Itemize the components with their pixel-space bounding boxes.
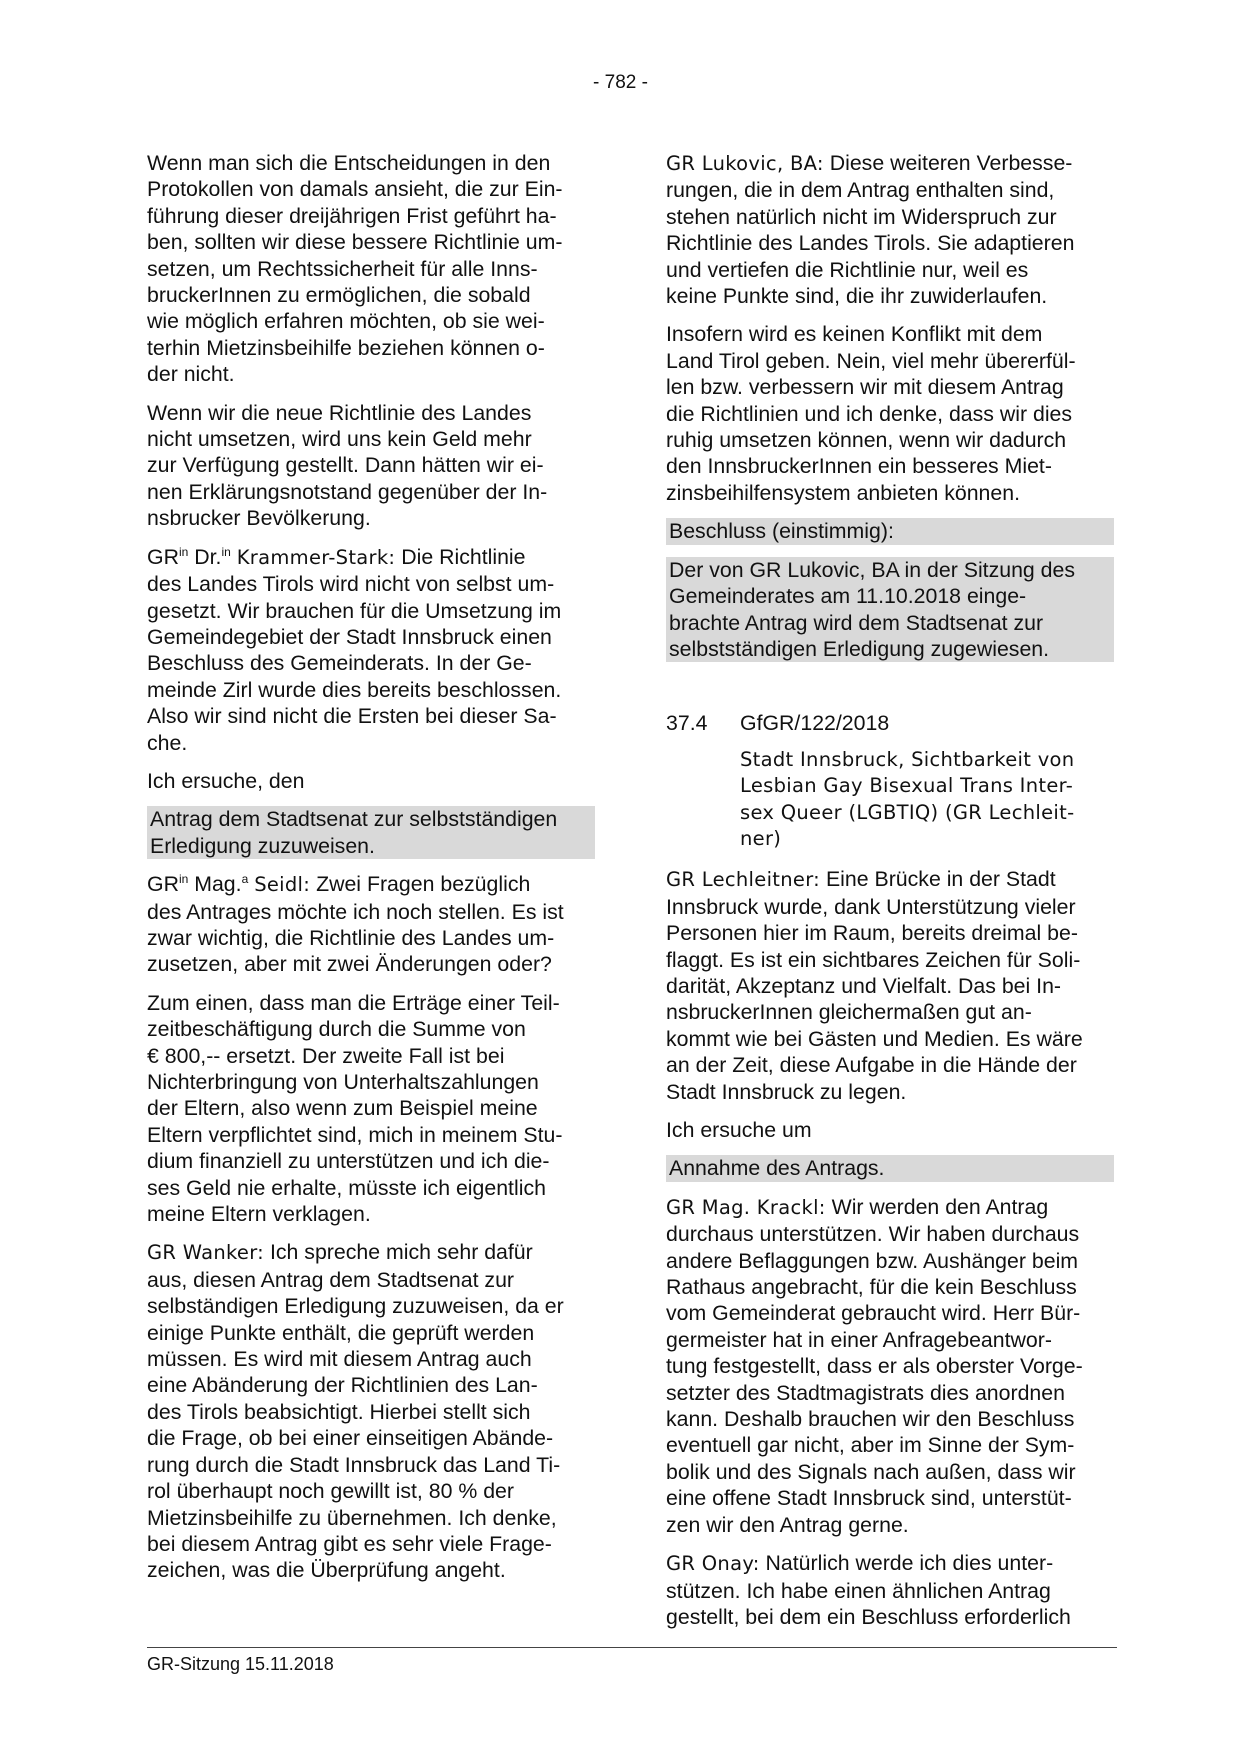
speech-lukovic [666,150,1114,309]
agenda-item-code: GfGR/122/2018 [740,711,890,736]
speaker-name: GR Mag. Krackl: [666,1195,826,1219]
speech-krammer-stark: $GR^{in}$ Dr.$^{in}$ Krammer-Stark: Die Richtlinie des Landes Tirols wird nicht von selbst um- gesetzt. Wir brauchen für die Umsetzung im Gemeindegebiet der Stadt Innsbruck einen Beschluss des Gemeinderats. In der Ge- meinde Zirl wurde dies bereits beschlossen. Also wir sind nicht die Ersten bei dieser Sa- che. [147,544,562,755]
speech-text: Wir werden den Antrag durchaus unterstützen. Wir haben durchaus andere Beflaggungen bzw. Aushänger beim Rathaus angebracht, für die kein Beschluss vom Gemeinderat gebraucht wird. Herr Bür- germeister hat in einer Anfragebeantwor- tung festgestellt, dass er als oberster Vorge- setzter des Stadtmagistrats dies anordnen kann. Deshalb brauchen wir den Beschluss eventuell gar nicht, aber im Sinne der Sym- bolik und des Signals nach außen, dass wir eine offene Stadt Innsbruck sind, unterstüt- zen wir den Antrag gerne. [666,1194,1083,1537]
paragraph: Wenn man sich die Entscheidungen in den Protokollen von damals ansieht, die zur Ein- führung dieser dreijährigen Frist geführt ha- ben, sollten wir diese bessere Richtlinie um- setzen, um Rechtssicherheit für alle Inns- bruckerInnen zu ermöglichen, die sobald wie möglich erfahren möchten, ob sie wei- terhin Mietzinsbeihilfe beziehen können o- der nicht. [147,151,563,387]
speech-lechleitner [666,866,1114,1105]
motion-highlight: Annahme des Antrags. [666,1155,1114,1181]
resolution-text: Der von GR Lukovic, BA in der Sitzung des Gemeinderates am 11.10.2018 einge- brachte Antrag wird dem Stadtsenat zur selbstständigen Erledigung zugewiesen. [666,557,1114,663]
speech-text: Natürlich werde ich dies unter- stützen. Ich habe einen ähnlichen Antrag gestellt, bei dem ein Beschluss erforderlich [666,1551,1071,1629]
paragraph: Wenn wir die neue Richtlinie des Landes nicht umsetzen, wird uns kein Geld mehr zur Verfügung gestellt. Dann hätten wir ei- nen Erklärungsnotstand gegenüber der In- nsbrucker Bevölkerung. [147,400,548,531]
agenda-item-number: 37.4 [666,711,708,736]
speaker-prefix: GR [147,872,179,897]
page-number: - 782 - [593,72,648,93]
speaker-name: GR Onay: [666,1552,760,1576]
speaker-prefix: GR [147,544,179,569]
speech-text: Eine Brücke in der Stadt Innsbruck wurde, dank Unterstützung vieler Personen hier im Raum, bereits dreimal be- flaggt. Es ist ein sichtbares Zeichen für Soli- darität, Akzeptanz und Vielfalt. Das bei In- nsbruckerInnen gleichermaßen gut an- kommt wie bei Gästen und Medien. Es wäre an der Zeit, diese Aufgabe in die Hände der Stadt Innsbruck zu legen. [666,867,1083,1104]
speaker-title: Dr. [194,544,222,569]
footer-session-date: GR-Sitzung 15.11.2018 [147,1654,334,1674]
speaker-name: GR Lukovic, BA: [666,152,824,175]
agenda-item-title: Stadt Innsbruck, Sichtbarkeit von Lesbian Gay Bisexual Trans Inter- sex Queer (LGBTIQ) (GR Lechleit- ner) [740,747,1075,850]
speaker-name: GR Lechleitner: [666,868,821,892]
speech-wanker [147,1239,595,1583]
speaker-name: Seidl: [254,873,311,897]
speech-text: Ich spreche mich sehr dafür aus, diesen Antrag dem Stadtsenat zur selbständigen Erledigung zuzuweisen, da er einige Punkte enthält, die geprüft werden müssen. Es wird mit diesem Antrag auch eine Abänderung der Richtlinien des Lan- des Tirols beabsichtigt. Hierbei stellt sich die Frage, ob bei einer einseitigen Abände- rung durch die Stadt Innsbruck das Land Ti- rol überhaupt noch gewillt ist, 80 % der Mietzinsbeihilfe zu übernehmen. Ich denke, bei diesem Antrag gibt es sehr viele Frage- zeichen, was die Überprüfung angeht. [147,1240,564,1583]
paragraph: Insofern wird es keinen Konflikt mit dem Land Tirol geben. Nein, viel mehr übererfül- len bzw. verbessern wir mit diesem Antrag die Richtlinien und ich denke, dass wir dies ruhig umsetzen können, wenn wir dadurch den InnsbruckerInnen ein besseres Miet- zinsbeihilfensystem anbieten können. [666,322,1076,505]
right-column [666,150,1114,1642]
speaker-title: Mag. [194,872,242,897]
paragraph: Ich ersuche um [666,1118,812,1142]
speech-onay [666,1550,1114,1630]
speaker-name: Krammer-Stark: [236,545,396,569]
resolution-label: Beschluss (einstimmig): [666,518,1114,544]
speech-text: Die Richtlinie des Landes Tirols wird nicht von selbst um- gesetzt. Wir brauchen für die Umsetzung im Gemeindegebiet der Stadt Innsbruck einen Beschluss des Gemeinderats. In der Ge- meinde Zirl wurde dies bereits beschlossen. Also wir sind nicht die Ersten bei dieser Sa- che. [147,544,562,755]
speech-text: Diese weiteren Verbesse- rungen, die in dem Antrag enthalten sind, stehen natürlich nicht im Widerspruch zur Richtlinie des Landes Tirols. Sie adaptieren und vertiefen die Richtlinie nur, weil es keine Punkte sind, die ihr zuwiderlaufen. [666,151,1075,309]
speech-krackl [666,1194,1114,1538]
motion-highlight: Antrag dem Stadtsenat zur selbstständigen Erledigung zuzuweisen. [147,806,595,859]
paragraph: Zum einen, dass man die Erträge einer Teil- zeitbeschäftigung durch die Summe von € 800,-- ersetzt. Der zweite Fall ist bei Nichterbringung von Unterhaltszahlungen der Eltern, also wenn zum Beispiel meine Eltern verpflichtet sind, mich in meinem Stu- dium finanziell zu unterstützen und ich die- ses Geld nie erhalte, müsste ich eigentlich meine Eltern verklagen. [147,990,563,1227]
paragraph: Ich ersuche, den [147,768,305,793]
speech-seidl: $GR^{in}$ Mag.$^a$ Seidl: Zwei Fragen bezüglich des Antrages möchte ich noch stellen. Es ist zwar wichtig, die Richtlinie des Landes um- zusetzen, aber mit zwei Änderungen oder? [147,872,564,977]
speech-text: Zwei Fragen bezüglich des Antrages möchte ich noch stellen. Es ist zwar wichtig, die Richtlinie des Landes um- zusetzen, aber mit zwei Änderungen oder? [147,872,564,977]
agenda-item-header [666,710,1114,736]
left-column [147,150,595,1596]
speaker-name: GR Wanker: [147,1241,265,1265]
footer-divider [147,1647,1117,1648]
